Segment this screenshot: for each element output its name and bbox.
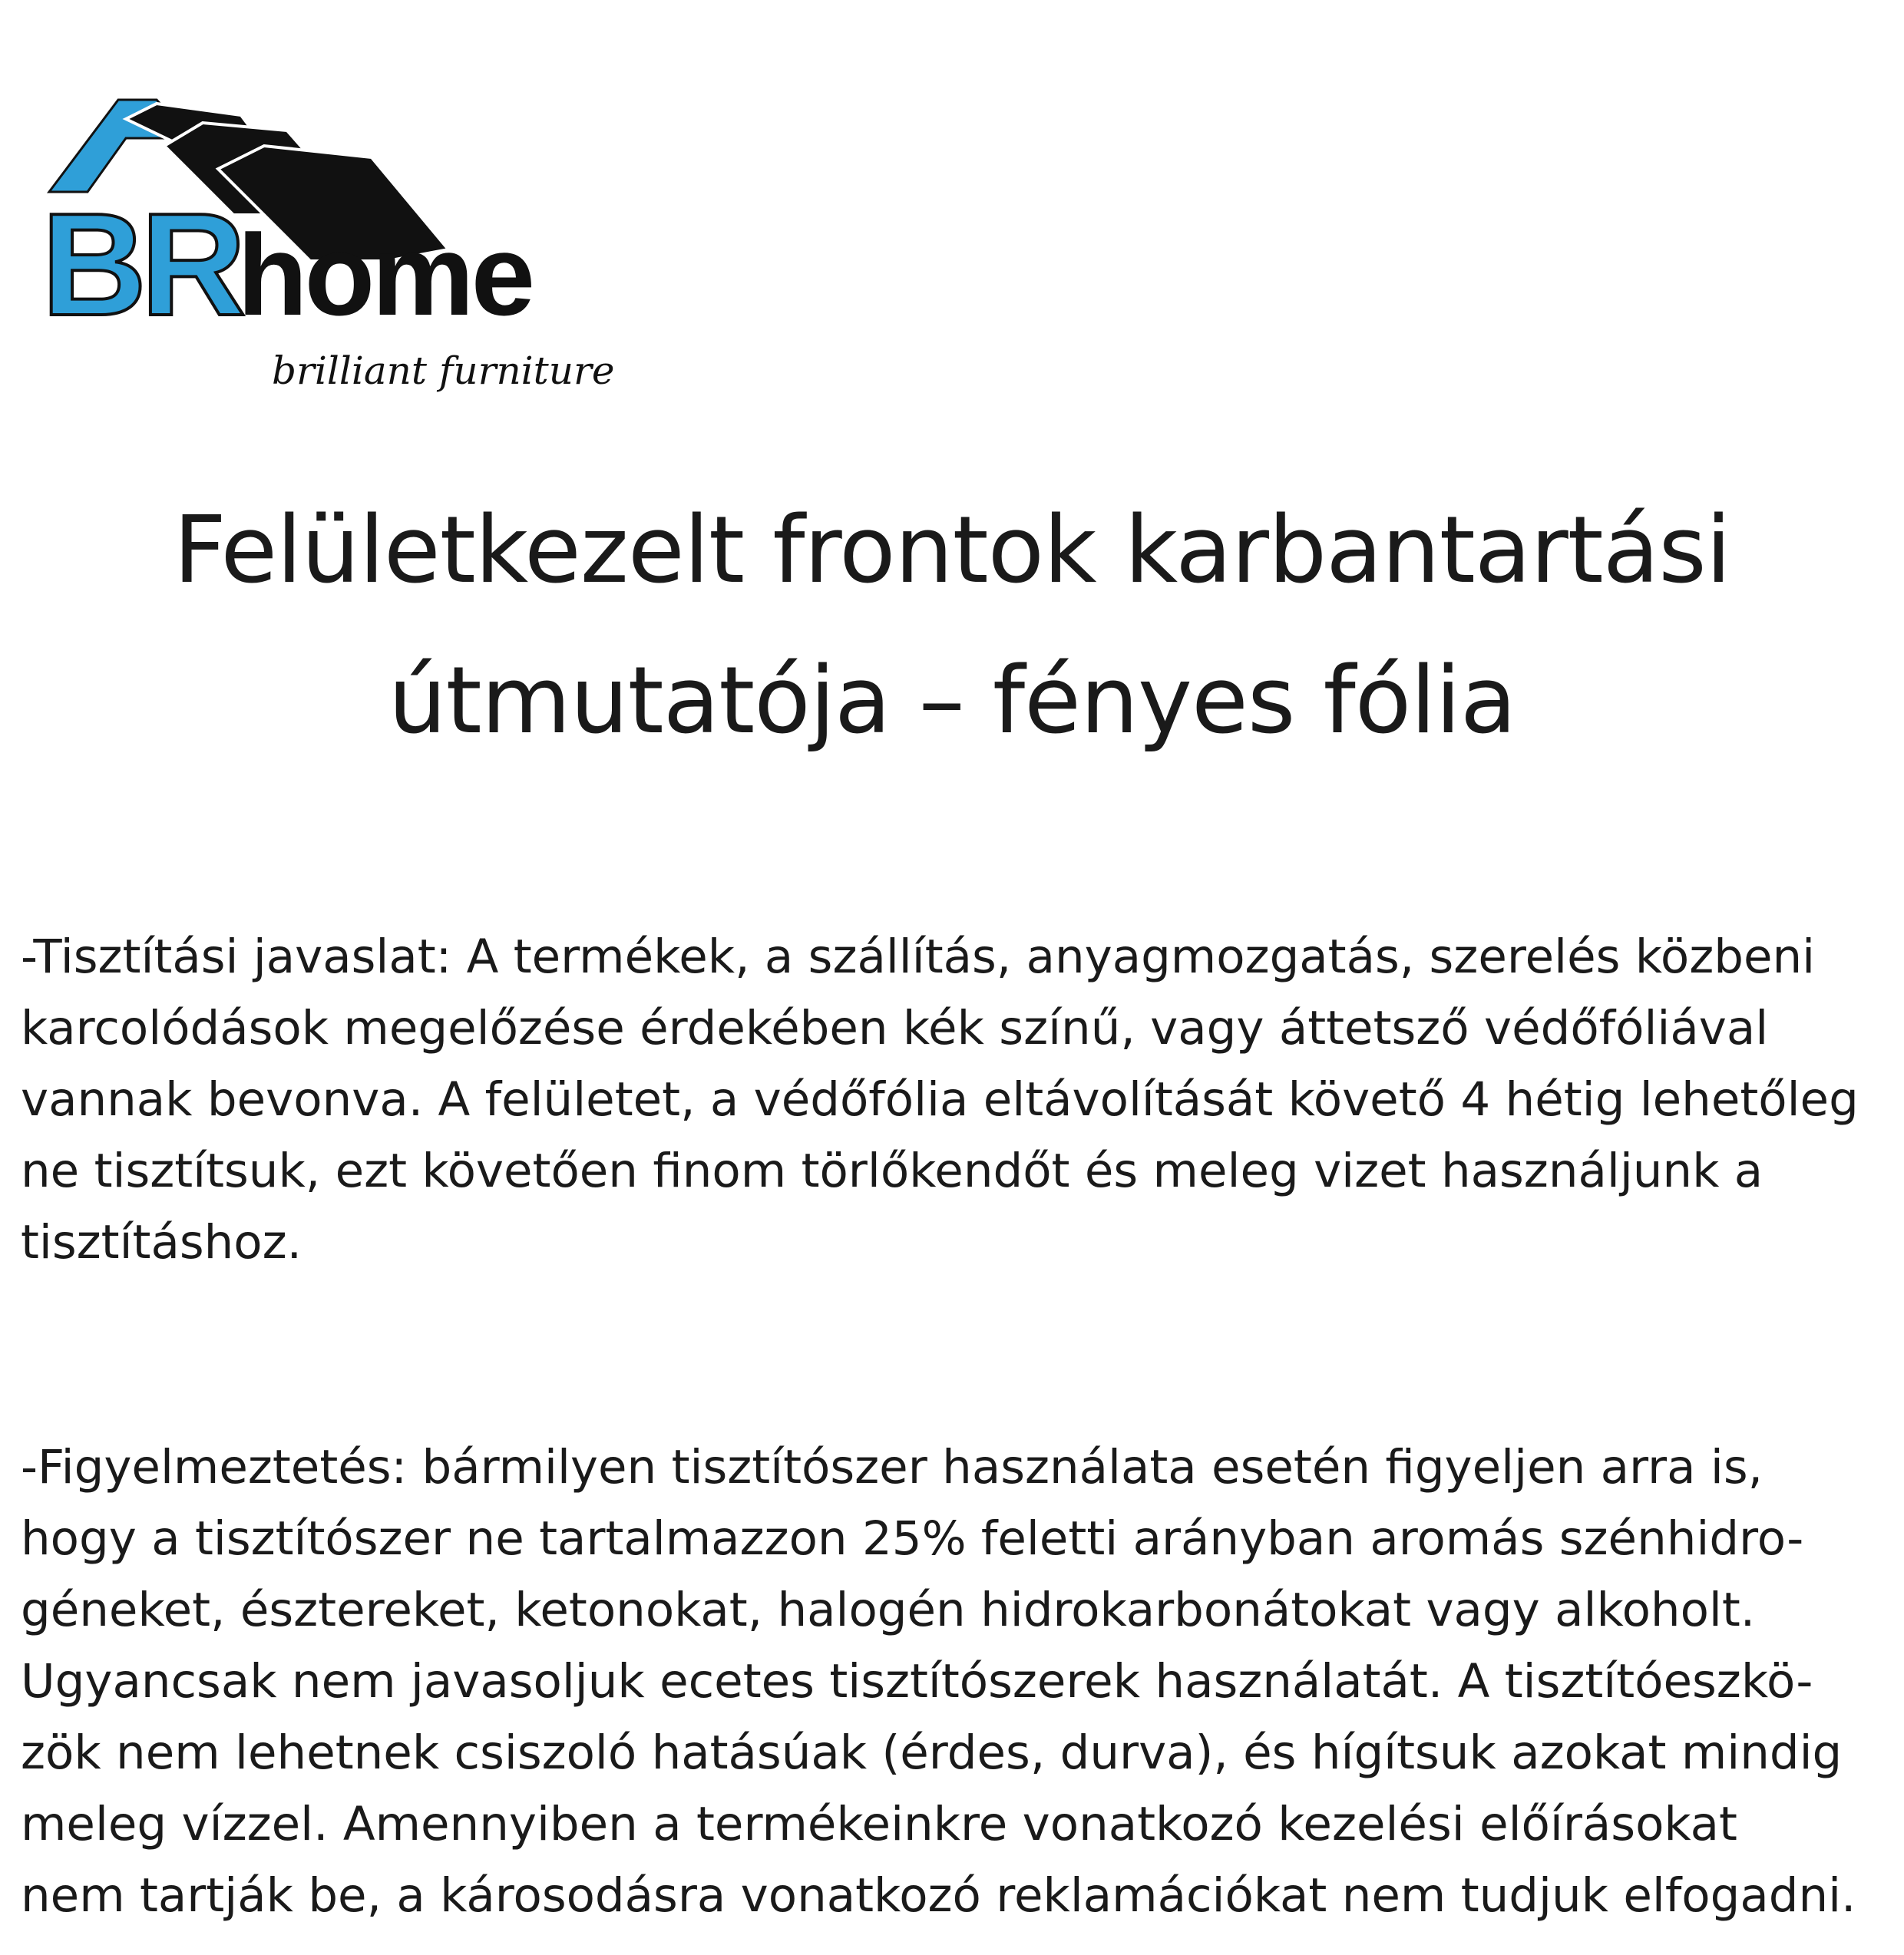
logo-home-word: home bbox=[237, 210, 533, 339]
brand-logo bbox=[34, 84, 617, 407]
warning-paragraph bbox=[21, 1432, 1894, 1931]
page-title bbox=[0, 476, 1904, 777]
text-line: vannak bevonva. A felületet, a védőfólia eltávolítását követő 4 hétig lehetőleg bbox=[21, 1072, 1859, 1127]
text-line: -Figyelmeztetés: bármilyen tisztítószer használata esetén figyeljen arra is, bbox=[21, 1440, 1764, 1494]
text-line: ne tisztítsuk, ezt követően finom törlőkendőt és meleg vizet használjunk a bbox=[21, 1144, 1764, 1198]
logo-br-letters: BR bbox=[41, 183, 240, 346]
text-line: géneket, észtereket, ketonokat, halogén hidrokarbonátokat vagy alkoholt. bbox=[21, 1583, 1756, 1637]
text-line: karcolódások megelőzése érdekében kék színű, vagy áttetsző védőfóliával bbox=[21, 1001, 1769, 1055]
cleaning-recommendation-paragraph bbox=[21, 921, 1894, 1278]
logo-graphic bbox=[34, 84, 617, 407]
title-line: Felületkezelt frontok karbantartási bbox=[173, 497, 1731, 604]
text-line: tisztításhoz. bbox=[21, 1215, 302, 1270]
title-line: útmutatója – fényes fólia bbox=[388, 648, 1516, 755]
logo-tagline: brilliant furniture bbox=[272, 348, 615, 393]
text-line: nem tartják be, a károsodásra vonatkozó reklamációkat nem tudjuk elfogadni. bbox=[21, 1868, 1856, 1923]
text-line: Ugyancsak nem javasoljuk ecetes tisztítószerek használatát. A tisztítóeszkö- bbox=[21, 1654, 1813, 1709]
text-line: -Tisztítási javaslat: A termékek, a szállítás, anyagmozgatás, szerelés közbeni bbox=[21, 930, 1816, 984]
text-line: hogy a tisztítószer ne tartalmazzon 25% feletti arányban aromás szénhidro- bbox=[21, 1511, 1804, 1566]
text-line: meleg vízzel. Amennyiben a termékeinkre vonatkozó kezelési előírásokat bbox=[21, 1797, 1737, 1851]
text-line: zök nem lehetnek csiszoló hatásúak (érdes, durva), és hígítsuk azokat mindig bbox=[21, 1725, 1843, 1780]
